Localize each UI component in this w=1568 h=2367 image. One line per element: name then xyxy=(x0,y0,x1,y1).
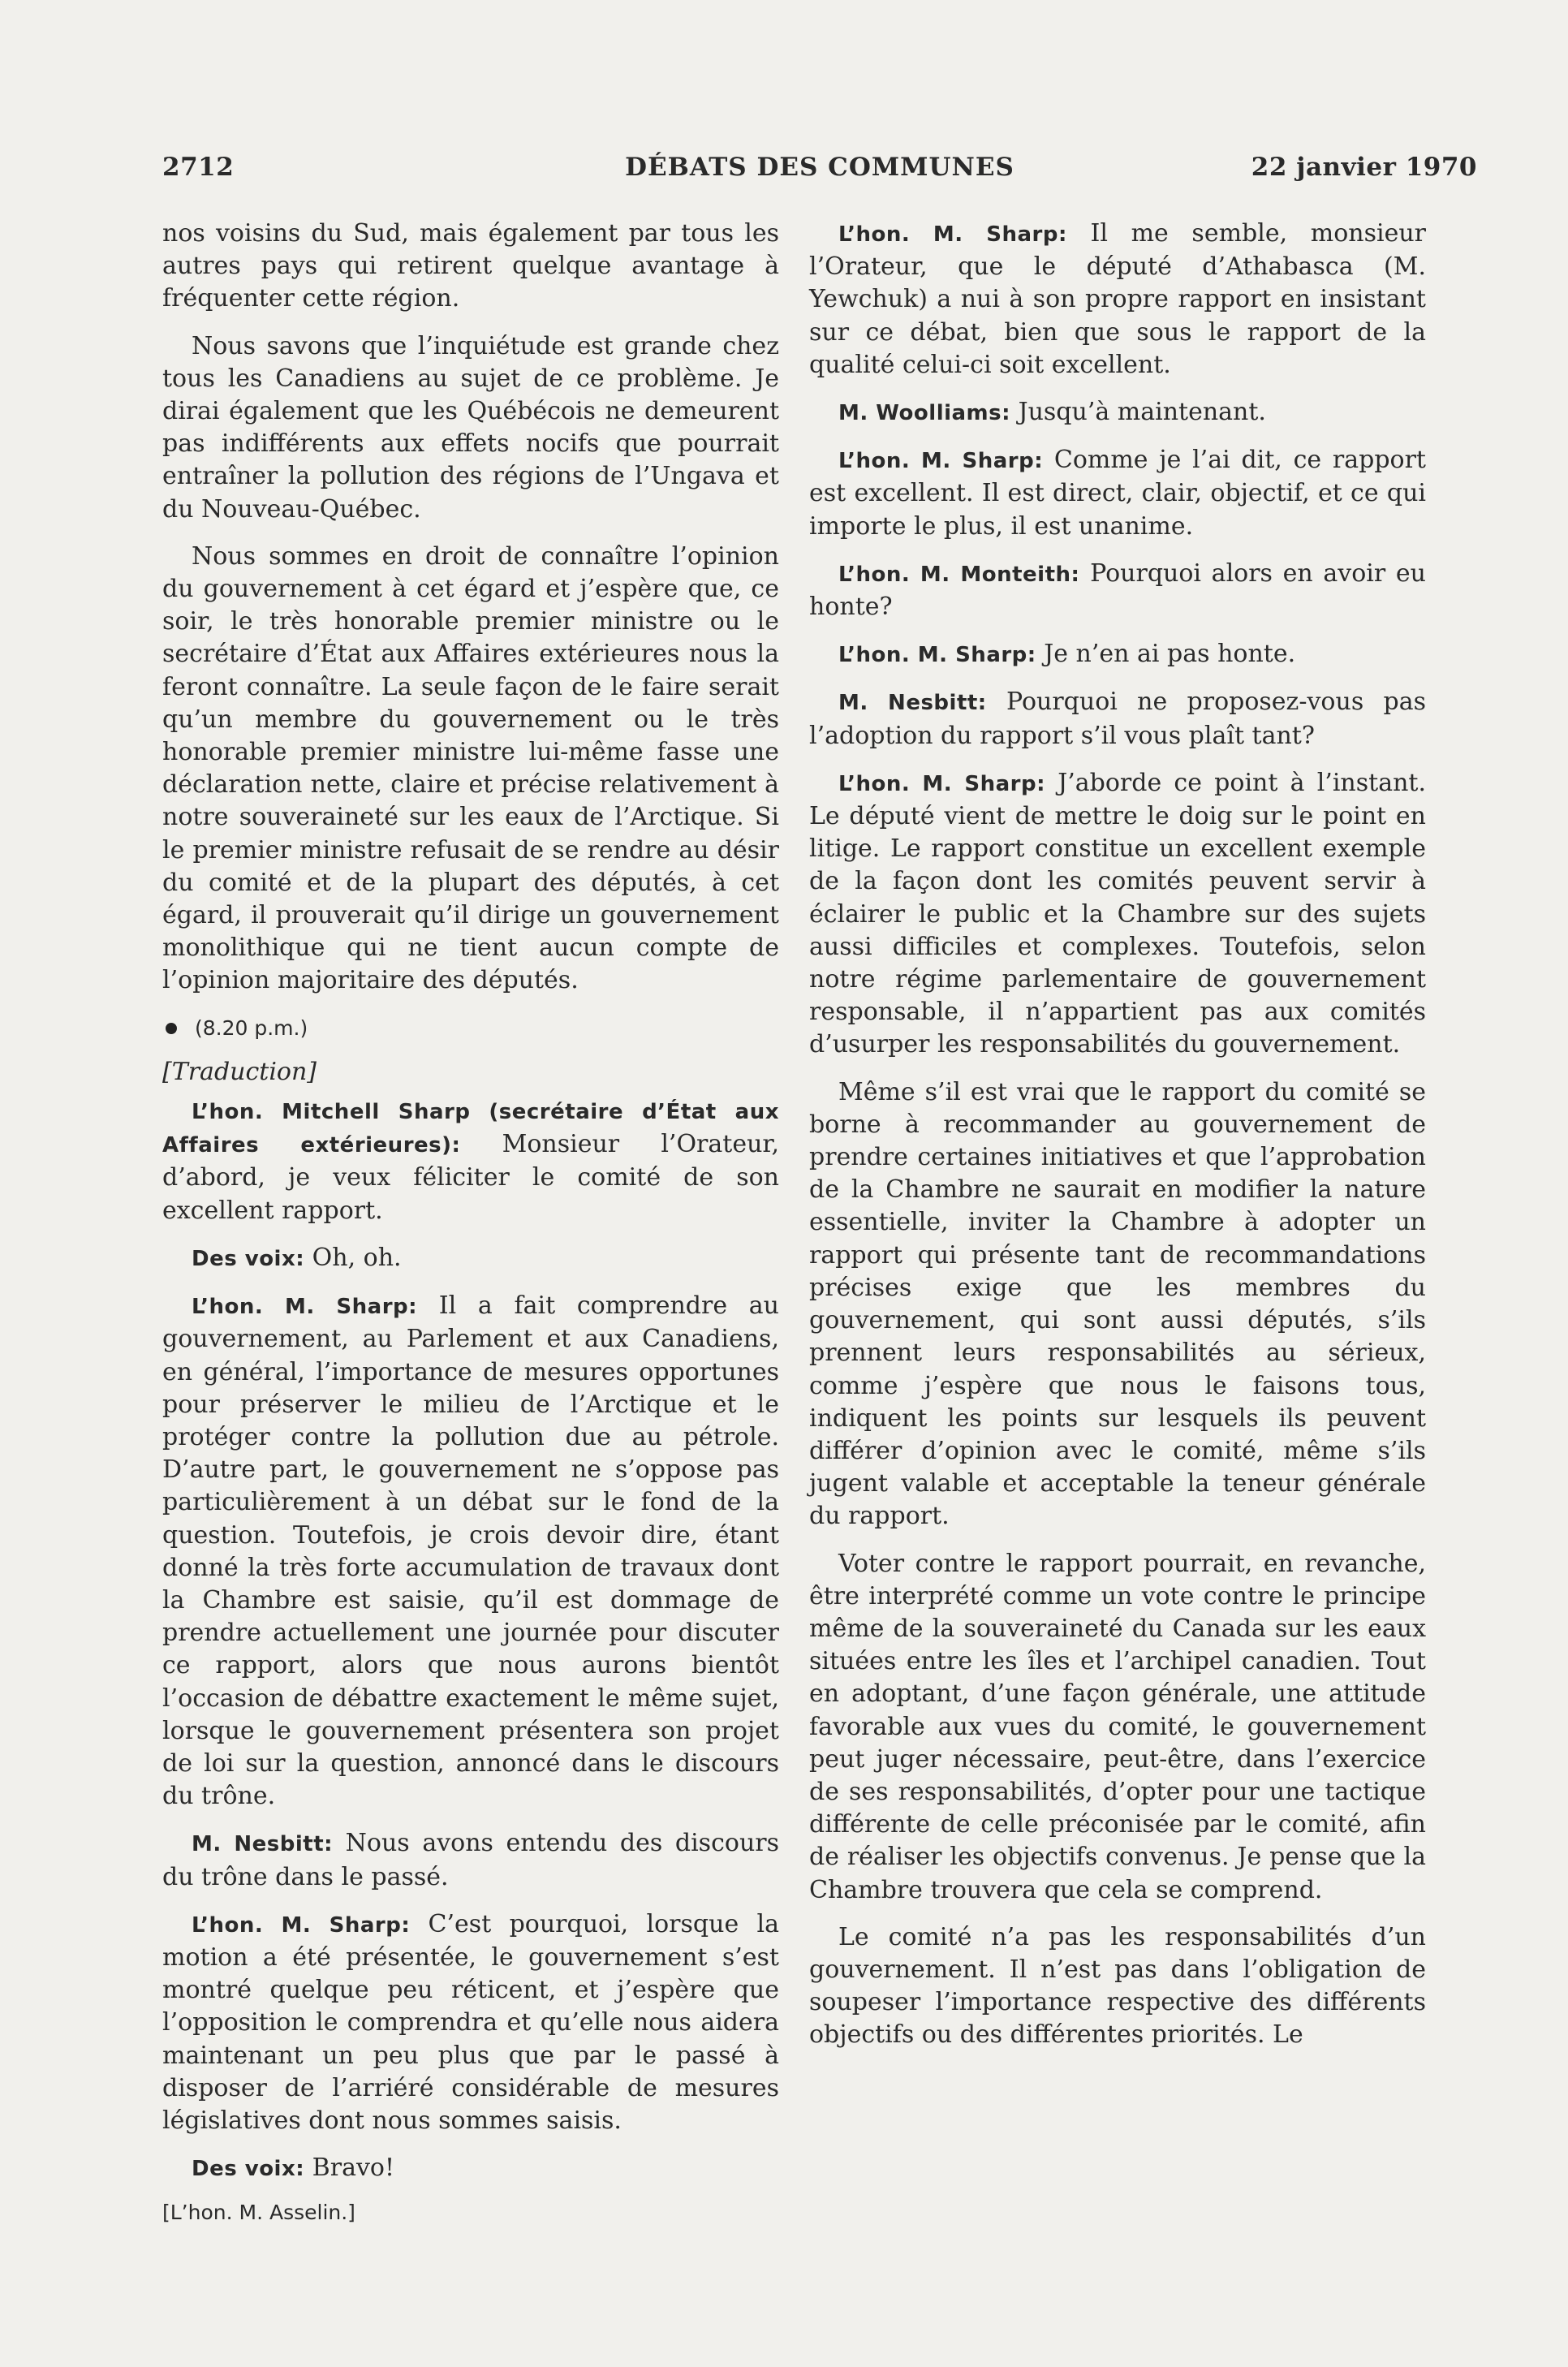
page-number: 2712 xyxy=(162,153,235,182)
speaker-continuation-note: [L’hon. M. Asselin.] xyxy=(162,2201,355,2225)
speech-text: Oh, oh. xyxy=(304,1243,402,1272)
speaker-name: L’hon. Mitchell Sharp (secrétaire d’État aux Affaires extérieures): xyxy=(162,1100,779,1158)
speaker-name: L’hon. M. Sharp: xyxy=(838,771,1046,796)
speaker-name: L’hon. M. Sharp: xyxy=(838,222,1067,247)
speech-text: Il me semble, monsieur l’Orateur, que le député d’Athabasca (M. Yewchuk) a nui à son propre rapport en insistant sur ce débat, bien que sous le rapport de la qualité celui-ci soit excellent. xyxy=(809,219,1426,379)
speech xyxy=(809,558,1426,623)
paragraph: nos voisins du Sud, mais également par tous les autres pays qui retirent quelque avantage à fréquenter cette région. xyxy=(162,219,779,313)
page-header xyxy=(162,153,1477,193)
speech-text: Il a fait comprendre au gouvernement, au Parlement et aux Canadiens, en général, l’importance de mesures opportunes pour préserver le milieu de l’Arctique et le protéger contre la pollution due au pétrole. D’autre part, le gouvernement ne s’oppose pas particulièrement à un débat sur le fond de la question. Toutefois, je crois devoir dire, étant donné la très forte accumulation de travaux dont la Chambre est saisie, qu’il est dommage de prendre actuellement une journée pour discuter ce rapport, alors que nous aurons bientôt l’occasion de débattre exactement le même sujet, lorsque le gouvernement présentera son projet de loi sur la question, annoncé dans le discours du trône. xyxy=(162,1291,779,1811)
speech-text: Jusqu’à maintenant. xyxy=(1010,398,1266,427)
speaker-name: L’hon. M. Sharp: xyxy=(192,1912,411,1938)
speaker-name: L’hon. M. Sharp: xyxy=(838,449,1044,474)
speaker-name: L’hon. M. Sharp: xyxy=(192,1295,418,1320)
speech xyxy=(162,1242,779,1275)
speech-text: Pourquoi ne proposez-vous pas l’adoption du rapport s’il vous plaît tant? xyxy=(809,688,1426,750)
speech xyxy=(809,218,1426,382)
speech xyxy=(809,767,1426,1062)
speaker-name: L’hon. M. Monteith: xyxy=(838,562,1080,587)
page-title: DÉBATS DES COMMUNES xyxy=(625,153,1014,182)
time-stamp: (8.20 p.m.) xyxy=(195,1015,308,1040)
speech xyxy=(162,1290,779,1813)
speech-text: Bravo! xyxy=(304,2154,395,2183)
paragraph: Le comité n’a pas les responsabilités d’un gouvernement. Il n’est pas dans l’obligation de soupeser l’importance respective des différents objectifs ou des différentes priorités. Le xyxy=(809,1922,1426,2050)
right-column xyxy=(809,218,1426,2067)
translation-note: [Traduction] xyxy=(162,1057,317,1086)
speech-text: J’aborde ce point à l’instant. Le député vient de mettre le doig sur le point en litige. Le rapport constitue un excellent exemple de la façon dont les comités peuvent servir à éclairer le public et la Chambre sur des sujets aussi difficiles et complexes. Toutefois, selon notre régime parlementaire de gouvernement responsable, il n’appartient pas aux comités d’usurper les responsabilités du gouvernement. xyxy=(809,768,1426,1059)
page-date: 22 janvier 1970 xyxy=(1251,153,1477,182)
speaker-name: Des voix: xyxy=(192,2157,305,2182)
speech-text: Je n’en ai pas honte. xyxy=(1036,640,1296,669)
speech xyxy=(162,2152,779,2185)
bullet-icon xyxy=(166,1023,177,1034)
speech-text: C’est pourquoi, lorsque la motion a été présentée, le gouvernement s’est montré quelque peu réticent, et j’espère que l’opposition le comprendra et qu’elle nous aidera maintenant un peu plus que par le passé à disposer de l’arriéré considérable de mesures législatives dont nous sommes saisis. xyxy=(162,1909,779,2135)
left-column xyxy=(162,218,779,2244)
speech xyxy=(809,396,1426,429)
speaker-name: Des voix: xyxy=(192,1246,305,1271)
speech xyxy=(162,1827,779,1893)
speech xyxy=(809,444,1426,543)
speech-text: Comme je l’ai dit, ce rapport est excellent. Il est direct, clair, objectif, et ce qui importe le plus, il est unanime. xyxy=(809,446,1426,541)
speech xyxy=(162,1908,779,2137)
time-marker xyxy=(162,1012,779,1045)
paragraph: Voter contre le rapport pourrait, en revanche, être interprété comme un vote contre le principe même de la souveraineté du Canada sur les eaux situées entre les îles et l’archipel canadien. Tout en adoptant, d’une façon générale, une attitude favorable aux vues du comité, le gouvernement peut juger nécessaire, peut-être, dans l’exercice de ses responsabilités, d’opter pour une tactique différente de celle préconisée par le comité, afin de réaliser les objectifs convenus. Je pense que la Chambre trouvera que cela se comprend. xyxy=(809,1549,1426,1904)
paragraph: Même s’il est vrai que le rapport du comité se borne à recommander au gouvernement de prendre certaines initiatives et que l’approbation de la Chambre ne saurait en modifier la nature essentielle, inviter la Chambre à adopter un rapport qui présente tant de recommandations précises exige que les membres du gouvernement, qui sont aussi députés, s’ils prennent leurs responsabilités au sérieux, comme j’espère que nous le faisons tous, indiquent les points sur lesquels ils peuvent différer d’opinion avec le comité, même s’ils jugent valable et acceptable la teneur générale du rapport. xyxy=(809,1077,1426,1531)
speaker-name: M. Woolliams: xyxy=(838,401,1011,426)
speaker-name: L’hon. M. Sharp: xyxy=(838,643,1036,668)
speech-text: Monsieur l’Orateur, d’abord, je veux féliciter le comité de son excellent rapport. xyxy=(162,1130,779,1225)
paragraph: Nous sommes en droit de connaître l’opinion du gouvernement à cet égard et j’espère que, ce soir, le très honorable premier ministre ou le secrétaire d’État aux Affaires extérieures nous la feront connaître. La seule façon de le faire serait qu’un membre du gouvernement ou le très honorable premier ministre lui-même fasse une déclaration nette, claire et précise relativement à notre souveraineté sur les eaux de l’Arctique. Si le premier ministre refusait de se rendre au désir du comité et de la plupart des députés, à cet égard, il prouverait qu’il dirige un gouvernement monolithique qui ne tient aucun compte de l’opinion majoritaire des députés. xyxy=(162,541,779,995)
speech xyxy=(809,686,1426,752)
speech xyxy=(809,638,1426,671)
speaker-name: M. Nesbitt: xyxy=(192,1832,334,1857)
speech xyxy=(162,1095,779,1227)
speaker-name: M. Nesbitt: xyxy=(838,691,987,716)
paragraph: Nous savons que l’inquiétude est grande chez tous les Canadiens au sujet de ce problème. Je dirai également que les Québécois ne demeurent pas indifférents aux effets nocifs que pourrait entraîner la pollution des régions de l’Ungava et du Nouveau-Québec. xyxy=(162,331,779,524)
speech-text: Pourquoi alors en avoir eu honte? xyxy=(809,558,1426,622)
speech-text: Nous avons entendu des discours du trône dans le passé. xyxy=(162,1829,779,1891)
